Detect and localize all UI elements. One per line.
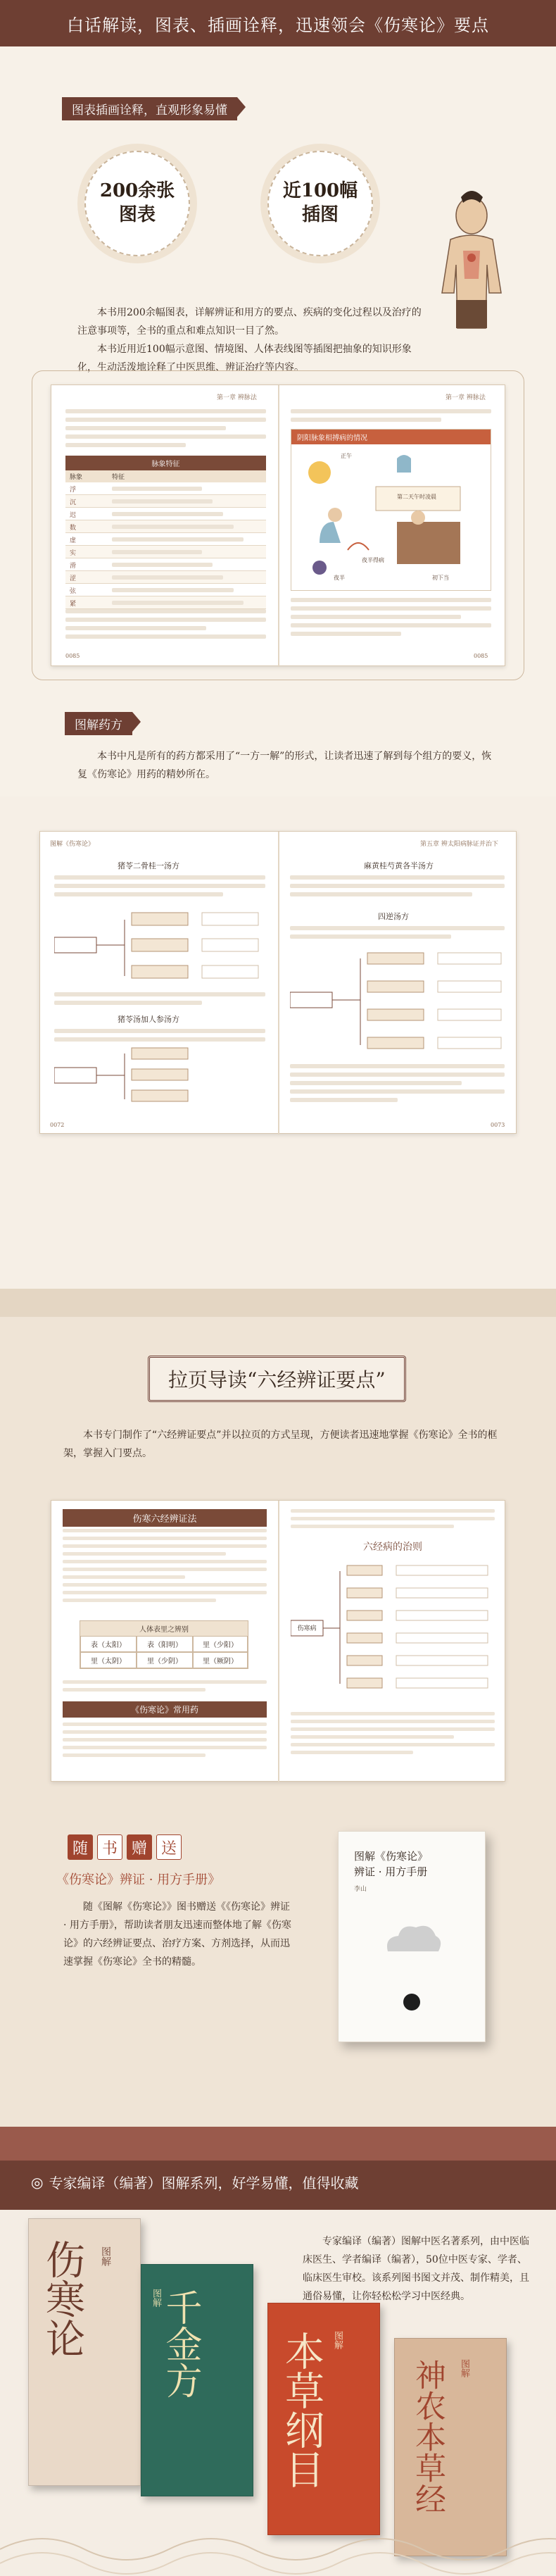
illus-label-first: 初下当 bbox=[432, 575, 449, 581]
surface-cell-3: 里（少阳） bbox=[193, 1636, 248, 1652]
pulse-name: 弦 bbox=[70, 588, 77, 595]
gift-char-1: 随 bbox=[68, 1834, 93, 1860]
pulse-name: 浮 bbox=[70, 487, 77, 494]
surface-cell-6: 里（厥阴） bbox=[193, 1652, 248, 1668]
formula-diagram-2 bbox=[54, 1046, 265, 1110]
handbook-title-1: 图解《伤寒论》 bbox=[354, 1850, 429, 1863]
pulse-table-row bbox=[65, 533, 266, 546]
gift-char-2: 书 bbox=[97, 1834, 122, 1860]
intro-paragraph-1: 本书用200余幅图表，详解辨证和用方的要点、疾病的变化过程以及治疗的注意事项等，全书的重点和难点知识一目了然。 bbox=[77, 307, 422, 337]
pullout-paragraph: 本书专门制作了“六经辨证要点”并以拉页的方式呈现，方便读者迅速地掌握《伤寒论》全书的框架，掌握入门要点。 bbox=[63, 1430, 498, 1459]
decorative-wave-pattern bbox=[0, 2521, 556, 2576]
illustration-title: 阴阳脉象相搏病的情况 bbox=[291, 430, 491, 444]
pullout-title: 拉页导读“六经辨证要点” bbox=[148, 1356, 406, 1402]
section-ribbon bbox=[62, 97, 246, 120]
pulse-table-row bbox=[65, 520, 266, 533]
formula-paragraph: 本书中凡是所有的药方都采用了“一方一解”的形式，让读者迅速了解到每个组方的要义，恢复《伤寒论》用药的精妙所在。 bbox=[77, 751, 492, 780]
pulse-table-row bbox=[65, 508, 266, 520]
pulse-name: 数 bbox=[70, 525, 77, 532]
book-tag-bencao: 图解 bbox=[332, 2331, 343, 2349]
pullout-left-title: 伤寒六经辨证法 bbox=[63, 1509, 267, 1527]
pulse-table-title: 脉象特征 bbox=[65, 456, 266, 470]
surface-cell-2: 表（阳明） bbox=[137, 1636, 193, 1652]
tree-root-label: 伤寒病 bbox=[297, 1625, 317, 1632]
handbook-title-2: 辨证 · 用方手册 bbox=[354, 1865, 428, 1878]
pulse-table-rows bbox=[65, 482, 266, 609]
formula-title-2: 猪苓汤加人参汤方 bbox=[118, 1015, 179, 1024]
pulse-table-col-1: 脉象 bbox=[70, 474, 83, 481]
pulse-table-col-2: 特征 bbox=[112, 474, 125, 481]
pullout-left-title-2: 《伤寒论》常用药 bbox=[63, 1701, 267, 1718]
pulse-name: 沉 bbox=[70, 499, 77, 506]
illustration-scene bbox=[291, 444, 491, 589]
pulse-name: 滑 bbox=[70, 563, 77, 570]
six-channel-tree bbox=[291, 1557, 495, 1698]
book-title-bencao: 本草纲目 bbox=[279, 2331, 324, 2489]
pulse-name: 紧 bbox=[70, 601, 77, 608]
pulse-table-row bbox=[65, 482, 266, 495]
stat-tables-circle bbox=[84, 151, 190, 256]
book-title-shennong: 神农本草经 bbox=[410, 2359, 446, 2514]
series-title: 专家编译（编著）图解系列，好学易懂，值得收藏 bbox=[49, 2175, 359, 2192]
human-body-illustration bbox=[422, 187, 521, 342]
illus-label-nextday: 第二天午时凌晨 bbox=[397, 494, 436, 500]
sun-icon bbox=[308, 461, 331, 484]
surface-cell-4: 里（太阴） bbox=[80, 1652, 137, 1668]
pulse-name: 实 bbox=[70, 550, 77, 557]
formula-diagram-1 bbox=[54, 909, 265, 987]
spread2-right-page-number: 0073 bbox=[491, 1122, 505, 1128]
stat-tables-number: 200余张 bbox=[99, 180, 175, 202]
book-tag-shanghan: 图解 bbox=[100, 2246, 111, 2266]
pulse-name: 涩 bbox=[70, 575, 77, 582]
gift-char-4: 送 bbox=[156, 1834, 182, 1860]
pulse-table-row bbox=[65, 596, 266, 609]
body-surface-table bbox=[80, 1620, 248, 1669]
spread1-right-header: 第一章 辨脉法 bbox=[446, 394, 486, 401]
stat-tables-label: 图表 bbox=[118, 204, 156, 225]
pulse-name: 虚 bbox=[70, 537, 77, 544]
pulse-table-row bbox=[65, 558, 266, 571]
spread2-left-page-number: 0072 bbox=[50, 1122, 65, 1128]
bed-icon bbox=[397, 522, 460, 564]
pulse-table-row bbox=[65, 495, 266, 508]
formula-title-1: 猪苓二骨桂一汤方 bbox=[118, 861, 179, 870]
formula-title-4: 四逆汤方 bbox=[378, 912, 409, 921]
handbook-author: 李山 bbox=[354, 1886, 367, 1893]
stat-illustrations-number: 近100幅 bbox=[282, 180, 358, 202]
publisher-logo bbox=[403, 1994, 420, 2011]
book-title-shanghan: 伤寒论 bbox=[39, 2239, 85, 2358]
handbook-cloud-icon bbox=[381, 1916, 444, 1965]
book-tag-shennong: 图解 bbox=[459, 2359, 469, 2377]
spread2-left-header: 图解《伤寒论》 bbox=[50, 841, 95, 848]
pulse-table-row bbox=[65, 584, 266, 596]
intro-paragraph-2: 本书近用近100幅示意图、情境图、人体表线图等插图把抽象的知识形象化，生动活泼地诠释了中医思维、辨证治疗等内容。 bbox=[77, 344, 412, 373]
illus-label-sick: 夜半得病 bbox=[362, 557, 384, 563]
stat-illustrations-label: 插图 bbox=[301, 204, 339, 225]
spread2-right-header: 第五章 辨太阳病脉证并治下 bbox=[420, 841, 498, 848]
moon-icon bbox=[312, 561, 327, 575]
book-spread-2 bbox=[39, 831, 517, 1134]
gift-subtitle: 《伤寒论》辨证 · 用方手册》 bbox=[56, 1872, 221, 1887]
pulse-table bbox=[65, 456, 266, 609]
formula-ribbon-label: 图解药方 bbox=[65, 712, 132, 735]
series-heading bbox=[31, 2172, 358, 2192]
book-title-qianjin: 千金方 bbox=[159, 2289, 201, 2399]
spread1-left-page-number: 0085 bbox=[65, 653, 80, 659]
series-paragraph: 专家编译（编著）图解中医名著系列，由中医临床医生、学者编译（编著），50位中医专家、学者、临床医生审校。该系列图书图文并茂、制作精美，且通俗易懂，让你轻松松学习中医经典。 bbox=[303, 2236, 529, 2302]
pulse-table-row bbox=[65, 571, 266, 584]
formula-text bbox=[77, 747, 500, 784]
stat-illustrations-circle bbox=[267, 151, 373, 256]
intro-text bbox=[77, 304, 429, 377]
spread1-left-text bbox=[65, 409, 266, 451]
formula-title-3: 麻黄桂芍黄各半汤方 bbox=[364, 861, 434, 870]
illus-label-midnight: 夜半 bbox=[334, 575, 345, 581]
pulse-illustration-box bbox=[291, 429, 491, 591]
body-surface-title: 人体表里之辨别 bbox=[80, 1621, 248, 1636]
book-tag-qianjin: 图解 bbox=[151, 2289, 161, 2307]
pullout-right-title: 六经病的治则 bbox=[363, 1542, 422, 1553]
spread1-right-page-number: 0085 bbox=[474, 653, 488, 659]
illus-label-noon: 正午 bbox=[341, 453, 352, 459]
banner-title: 白话解读，图表、插画诠释，迅速领会《伤寒论》要点 bbox=[67, 15, 489, 35]
spread1-left-header: 第一章 辨脉法 bbox=[217, 394, 257, 401]
bullet-icon: ◎ bbox=[31, 2173, 44, 2191]
formula-ribbon bbox=[65, 712, 141, 735]
surface-cell-1: 表（太阳） bbox=[80, 1636, 137, 1652]
pulse-name: 迟 bbox=[70, 512, 77, 519]
book-spread-1 bbox=[51, 384, 505, 666]
formula-diagram-3 bbox=[290, 950, 505, 1056]
section-tables bbox=[0, 46, 556, 796]
section-pullout bbox=[0, 1289, 556, 2127]
gift-chars bbox=[68, 1834, 182, 1860]
top-banner bbox=[0, 0, 556, 46]
pullout-spread bbox=[51, 1500, 505, 1782]
window-icon bbox=[397, 455, 411, 473]
handbook-cover bbox=[338, 1831, 486, 2042]
gift-char-3: 赠 bbox=[127, 1834, 152, 1860]
gift-paragraph: 随《图解《伤寒论》》图书赠送《《伤寒论》辨证 · 用方手册》，帮助读者朋友迅速而整体地了解《伤寒论》的六经辨证要点、治疗方案、方剂选择，从而迅速掌握《伤寒论》全书的精髓。 bbox=[63, 1901, 291, 1968]
ribbon-label: 图表插画诠释，直观形象易懂 bbox=[62, 97, 237, 120]
section-series bbox=[0, 2127, 556, 2576]
surface-cell-5: 里（少阴） bbox=[137, 1652, 193, 1668]
pulse-table-row bbox=[65, 546, 266, 558]
